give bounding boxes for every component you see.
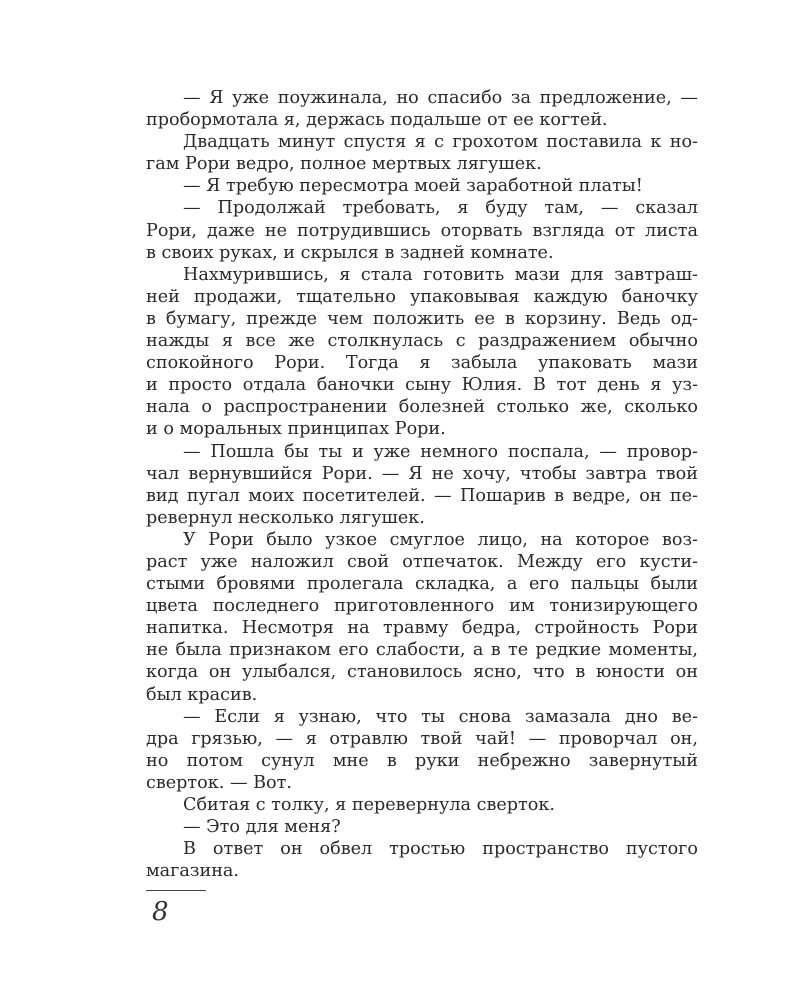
- text-line: [146, 551, 698, 573]
- text-line-content: — Продолжай требовать, я буду там, — сказал: [183, 198, 698, 219]
- text-line-content: сверток. — Вот.: [146, 772, 292, 793]
- body-text: [146, 87, 698, 882]
- text-line: [146, 286, 698, 308]
- text-line: [146, 175, 698, 197]
- text-line-content: — Я требую пересмотра моей заработной платы!: [183, 176, 643, 197]
- text-line: [146, 463, 698, 485]
- text-line-content: и о моральных принципах Рори.: [146, 419, 446, 440]
- text-line: [146, 706, 698, 728]
- text-line: [146, 441, 698, 463]
- text-line: [146, 485, 698, 507]
- text-line: [146, 197, 698, 219]
- text-line: [146, 418, 698, 440]
- text-line-content: вид пугал моих посетителей. — Пошарив в ведре, он пе-: [146, 485, 698, 506]
- text-line-content: не была признаком его слабости, а в те редкие моменты,: [146, 640, 698, 661]
- text-line-content: в своих руках, и скрылся в задней комнате.: [146, 242, 554, 263]
- text-line: [146, 838, 698, 860]
- text-line: [146, 794, 698, 816]
- text-line-content: Нахмурившись, я стала готовить мази для завтраш-: [183, 264, 698, 285]
- text-line-content: спокойного Рори. Тогда я забыла упаковать мази: [146, 353, 698, 374]
- text-line: [146, 816, 698, 838]
- text-line-content: Рори, даже не потрудившись оторвать взгляда от листа: [146, 220, 698, 241]
- footer-rule: [146, 890, 206, 891]
- text-line-content: цвета последнего приготовленного им тонизирующего: [146, 596, 698, 617]
- text-line-content: ревернул несколько лягушек.: [146, 507, 425, 528]
- text-line: [146, 109, 698, 131]
- text-line-content: в бумагу, прежде чем положить ее в корзину. Ведь од-: [146, 308, 698, 329]
- text-line-content: нала о распространении болезней столько же, сколько: [146, 397, 698, 418]
- text-line-content: — Пошла бы ты и уже немного поспала, — провор-: [183, 441, 698, 462]
- text-line-content: Сбитая с толку, я перевернула сверток.: [183, 795, 555, 815]
- text-line-content: стыми бровями пролегала складка, а его пальцы были: [146, 574, 698, 595]
- text-line-content: чал вернувшийся Рори. — Я не хочу, чтобы завтра твой: [146, 463, 698, 484]
- text-line: [146, 639, 698, 661]
- text-line: [146, 617, 698, 639]
- text-line: [146, 264, 698, 286]
- text-line-content: дра грязью, — я отравлю твой чай! — проворчал он,: [146, 728, 698, 749]
- text-line: [146, 529, 698, 551]
- text-line: [146, 220, 698, 242]
- text-line: [146, 396, 698, 418]
- text-line: [146, 131, 698, 153]
- text-line-content: и просто отдала баночки сыну Юлия. В тот день я уз-: [146, 375, 698, 396]
- text-line-content: В ответ он обвел тростью пространство пустого: [183, 839, 698, 860]
- text-line: [146, 750, 698, 772]
- text-line-content: — Если я узнаю, что ты снова замазала дно ве-: [183, 706, 698, 727]
- text-line: [146, 330, 698, 352]
- text-line: [146, 242, 698, 264]
- text-line-content: Двадцать минут спустя я с грохотом поставила к но-: [183, 132, 698, 153]
- text-line: [146, 308, 698, 330]
- text-line-content: — Это для меня?: [183, 817, 341, 838]
- text-line-content: был красив.: [146, 684, 258, 705]
- text-line: [146, 374, 698, 396]
- text-line: [146, 153, 698, 175]
- text-line-content: ней продажи, тщательно упаковывая каждую баночку: [146, 286, 698, 307]
- text-line: [146, 87, 698, 109]
- text-line-content: когда он улыбался, становилось ясно, что в юности он: [146, 662, 698, 683]
- text-line: [146, 595, 698, 617]
- text-line-content: магазина.: [146, 861, 240, 882]
- text-line-content: — Я уже поужинала, но спасибо за предложение, —: [183, 88, 698, 108]
- text-line: [146, 507, 698, 529]
- text-line: [146, 352, 698, 374]
- text-line-content: нажды я все же столкнулась с раздражением обычно: [146, 331, 698, 352]
- text-line-content: гам Рори ведро, полное мертвых лягушек.: [146, 154, 542, 175]
- text-line: [146, 684, 698, 706]
- text-line: [146, 772, 698, 794]
- page-number: 8: [152, 897, 169, 927]
- text-line-content: У Рори было узкое смуглое лицо, на которое воз-: [183, 529, 698, 550]
- text-line-content: раст уже наложил свой отпечаток. Между его кусти-: [146, 551, 698, 572]
- text-line-content: пробормотала я, держась подальше от ее когтей.: [146, 110, 608, 131]
- text-line-content: напитка. Несмотря на травму бедра, стройность Рори: [146, 618, 698, 639]
- text-line: [146, 728, 698, 750]
- text-line: [146, 661, 698, 683]
- text-line: [146, 573, 698, 595]
- text-line: [146, 860, 698, 882]
- text-line-content: но потом сунул мне в руки небрежно завернутый: [146, 750, 698, 771]
